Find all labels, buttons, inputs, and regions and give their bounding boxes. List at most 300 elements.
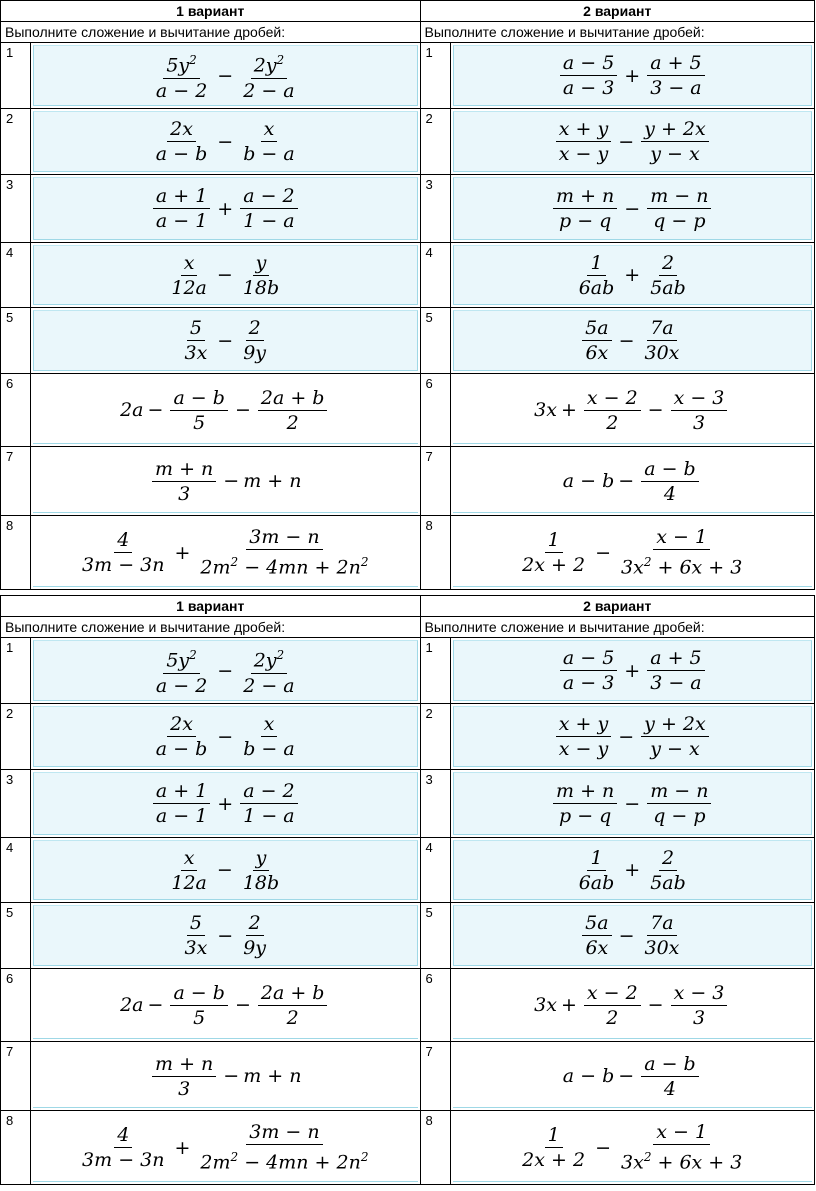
task-number: 7	[1, 1042, 31, 1111]
operator: −	[234, 399, 251, 421]
fraction	[671, 981, 728, 1030]
denominator: 2	[286, 1006, 299, 1029]
fraction	[240, 911, 269, 960]
operator: +	[217, 197, 234, 220]
term: a − b	[562, 1065, 615, 1087]
numerator: 2x	[167, 117, 196, 142]
denominator: 4	[663, 1077, 677, 1100]
math-expression	[451, 175, 814, 242]
fraction	[553, 184, 617, 233]
operator: +	[217, 792, 234, 815]
math-expression	[31, 516, 419, 589]
fraction	[168, 846, 210, 895]
numerator: a + 1	[153, 184, 210, 209]
fraction	[240, 712, 298, 761]
denominator: 18b	[242, 871, 280, 894]
operator: +	[560, 399, 577, 421]
numerator: x − 2	[584, 981, 641, 1006]
operator: −	[618, 1065, 635, 1087]
operator: −	[147, 994, 164, 1016]
denominator: q − p	[653, 805, 706, 827]
fraction	[240, 316, 269, 365]
math-expression	[31, 903, 419, 968]
denominator: 3x	[184, 342, 208, 364]
task-cell	[31, 969, 420, 1042]
numerator: 4	[114, 1123, 132, 1148]
operator: −	[217, 924, 234, 947]
fraction	[582, 316, 611, 365]
denominator: 2	[606, 411, 619, 434]
task-row	[1, 638, 815, 704]
denominator: a − 3	[562, 77, 615, 99]
task-cell	[31, 638, 420, 704]
numerator: m + n	[553, 184, 617, 209]
math-expression	[31, 43, 419, 108]
numerator: 4	[114, 528, 132, 553]
task-cell	[31, 838, 420, 903]
task-row	[1, 109, 815, 175]
numerator: x	[181, 846, 198, 871]
math-expression	[451, 638, 814, 703]
task-row	[1, 374, 815, 447]
fraction	[647, 846, 689, 895]
fraction	[152, 1052, 216, 1101]
math-expression	[31, 243, 419, 307]
denominator: $2m^2 - 4mn + 2n^2$	[200, 555, 369, 579]
fraction	[647, 646, 704, 695]
math-expression	[31, 109, 419, 174]
numerator: 5	[187, 316, 205, 341]
denominator: a − 1	[155, 805, 208, 827]
variant-title: 1 вариант	[1, 596, 421, 617]
denominator: 3m − 3n	[82, 1149, 165, 1171]
task-number: 1	[1, 638, 31, 704]
denominator: y − x	[650, 143, 700, 165]
math-expression	[31, 308, 419, 373]
fraction	[647, 184, 711, 233]
operator: −	[234, 994, 251, 1016]
operator: −	[216, 264, 233, 286]
denominator: 2x + 2	[522, 1149, 586, 1171]
denominator: 9y	[243, 342, 267, 364]
task-number: 7	[1, 447, 31, 516]
numerator: a − b	[641, 457, 699, 482]
fraction	[641, 712, 709, 761]
task-number: 3	[420, 175, 450, 243]
numerator: $2y^2$	[251, 643, 287, 673]
denominator: 2 − a	[243, 674, 295, 697]
numerator: a − 5	[560, 51, 617, 76]
fraction	[519, 528, 588, 577]
task-cell	[31, 43, 420, 109]
numerator: x − 2	[584, 386, 641, 411]
fraction	[582, 911, 611, 960]
fraction	[168, 251, 210, 300]
task-number: 8	[420, 1111, 450, 1185]
operator: +	[624, 859, 641, 881]
numerator: 5a	[582, 316, 611, 341]
denominator: 6ab	[578, 276, 615, 299]
variant-title: 2 вариант	[420, 596, 815, 617]
numerator: 7a	[647, 316, 676, 341]
task-number: 7	[420, 447, 450, 516]
denominator: $3x^2 + 6x + 3$	[621, 555, 743, 579]
operator: −	[595, 541, 611, 564]
denominator: 2 − a	[243, 79, 295, 102]
numerator: $2y^2$	[251, 48, 287, 78]
fraction	[79, 1123, 167, 1172]
fraction	[170, 386, 228, 435]
task-row	[1, 447, 815, 516]
fraction	[618, 1120, 745, 1174]
task-cell	[31, 308, 420, 374]
fraction	[647, 779, 711, 828]
numerator: 2x	[167, 712, 196, 737]
math-expression	[451, 770, 814, 837]
operator: −	[217, 725, 234, 748]
task-row	[1, 175, 815, 243]
math-expression	[451, 243, 814, 307]
numerator: 3m − n	[246, 525, 322, 550]
operator: +	[560, 994, 577, 1016]
math-expression	[451, 903, 814, 968]
operator: −	[217, 329, 234, 352]
task-row	[1, 969, 815, 1042]
fraction	[197, 525, 371, 579]
numerator: x	[261, 117, 278, 142]
numerator: $5y^2$	[163, 48, 199, 78]
denominator: 12a	[171, 871, 207, 894]
denominator: 3 − a	[650, 672, 702, 694]
denominator: 3	[692, 1006, 706, 1029]
task-number: 6	[420, 969, 450, 1042]
numerator: a + 1	[153, 779, 210, 804]
task-number: 2	[1, 109, 31, 175]
variant-title: 2 вариант	[420, 1, 815, 22]
numerator: $5y^2$	[163, 643, 199, 673]
task-number: 8	[1, 516, 31, 590]
task-cell	[31, 770, 420, 838]
fraction	[240, 48, 297, 102]
numerator: a − 2	[240, 184, 297, 209]
task-cell	[450, 770, 814, 838]
math-expression	[31, 1111, 419, 1184]
task-number: 3	[1, 175, 31, 243]
operator: −	[624, 197, 641, 220]
task-number: 5	[1, 308, 31, 374]
numerator: x − 1	[653, 1120, 710, 1145]
fraction	[560, 646, 617, 695]
math-expression	[451, 969, 814, 1041]
numerator: 5	[187, 911, 205, 936]
denominator: x − y	[558, 143, 609, 165]
operator: −	[217, 64, 234, 87]
math-expression	[451, 1111, 814, 1184]
denominator: 3 − a	[650, 77, 702, 99]
fraction	[641, 117, 709, 166]
task-cell	[450, 704, 814, 770]
numerator: a − b	[170, 981, 228, 1006]
fraction	[671, 386, 728, 435]
operator: −	[647, 994, 664, 1016]
denominator: 6x	[585, 342, 609, 364]
math-expression	[31, 447, 419, 515]
numerator: 2	[246, 911, 264, 936]
denominator: b − a	[243, 143, 295, 165]
fraction	[153, 184, 210, 233]
fraction	[240, 846, 282, 895]
denominator: 3x	[184, 937, 208, 959]
denominator: a − 2	[155, 79, 208, 102]
task-number: 1	[420, 43, 450, 109]
task-cell	[450, 516, 814, 590]
denominator: p − q	[559, 210, 612, 232]
task-cell	[31, 175, 420, 243]
task-cell	[450, 109, 814, 175]
operator: −	[618, 924, 635, 947]
operator: −	[147, 399, 164, 421]
numerator: x + y	[556, 712, 611, 737]
operator: −	[217, 659, 234, 682]
exponent: 2	[189, 53, 197, 68]
math-expression	[451, 43, 814, 108]
fraction	[647, 251, 689, 300]
numerator: 1	[587, 251, 605, 276]
math-expression	[31, 175, 419, 242]
math-expression	[451, 374, 814, 446]
task-number: 6	[420, 374, 450, 447]
math-expression	[451, 109, 814, 174]
denominator: a − 1	[155, 210, 208, 232]
numerator: 5a	[582, 911, 611, 936]
exponent: 2	[230, 1150, 239, 1165]
task-number: 1	[1, 43, 31, 109]
operator: −	[595, 1136, 611, 1159]
numerator: x + y	[556, 117, 611, 142]
fraction	[153, 48, 210, 102]
task-row	[1, 838, 815, 903]
denominator: 6x	[585, 937, 609, 959]
task-row	[1, 770, 815, 838]
math-expression	[451, 704, 814, 769]
fraction	[181, 911, 210, 960]
denominator: 1 − a	[243, 805, 295, 827]
fraction	[618, 525, 745, 579]
exponent: 2	[276, 648, 285, 663]
task-cell	[450, 969, 814, 1042]
denominator: 3	[178, 482, 191, 505]
numerator: x − 3	[671, 981, 728, 1006]
denominator: 30x	[644, 937, 680, 959]
operator: +	[624, 64, 641, 87]
numerator: x − 3	[671, 386, 728, 411]
fraction	[240, 251, 282, 300]
term: a − b	[562, 470, 615, 492]
fraction	[576, 251, 618, 300]
numerator: x	[181, 251, 198, 276]
instruction-text: Выполните сложение и вычитание дробей:	[1, 22, 421, 43]
fraction	[553, 779, 617, 828]
numerator: y + 2x	[641, 117, 709, 142]
exponent: 2	[643, 555, 652, 570]
denominator: b − a	[243, 738, 295, 760]
numerator: y + 2x	[641, 712, 709, 737]
fraction	[153, 779, 210, 828]
task-row	[1, 903, 815, 969]
term: m + n	[243, 1065, 302, 1087]
denominator: 3	[692, 411, 706, 434]
denominator: a − b	[155, 143, 208, 165]
operator: −	[223, 470, 240, 492]
task-number: 4	[1, 838, 31, 903]
numerator: a − 2	[240, 779, 297, 804]
numerator: x − 1	[653, 525, 710, 550]
numerator: y	[253, 251, 270, 276]
instruction-text: Выполните сложение и вычитание дробей:	[1, 617, 421, 638]
math-expression	[31, 969, 419, 1041]
numerator: 1	[545, 1123, 563, 1148]
task-number: 3	[1, 770, 31, 838]
task-cell	[31, 516, 420, 590]
numerator: 1	[545, 528, 563, 553]
exponent: 2	[360, 1150, 369, 1165]
denominator: 5ab	[650, 276, 686, 299]
math-expression	[451, 516, 814, 589]
fraction	[152, 457, 216, 506]
numerator: a + 5	[647, 646, 704, 671]
task-cell	[31, 1042, 420, 1111]
task-number: 7	[420, 1042, 450, 1111]
fraction	[170, 981, 228, 1030]
fraction	[519, 1123, 588, 1172]
numerator: 2	[659, 846, 677, 871]
denominator: q − p	[653, 210, 706, 232]
math-expression	[451, 447, 814, 515]
denominator: 2x + 2	[522, 554, 586, 576]
task-number: 2	[420, 109, 450, 175]
operator: −	[647, 399, 664, 421]
task-cell	[450, 447, 814, 516]
task-cell	[31, 704, 420, 770]
task-number: 6	[1, 374, 31, 447]
task-cell	[450, 308, 814, 374]
operator: +	[174, 541, 191, 564]
fraction	[556, 712, 611, 761]
numerator: x	[261, 712, 278, 737]
term: 3x	[534, 399, 557, 421]
numerator: 7a	[647, 911, 676, 936]
task-cell	[31, 243, 420, 308]
task-cell	[31, 109, 420, 175]
fraction	[641, 1052, 699, 1101]
fraction	[153, 643, 210, 697]
denominator: a − b	[155, 738, 208, 760]
denominator: 5	[193, 1006, 206, 1029]
denominator: 30x	[644, 342, 680, 364]
numerator: a − 5	[560, 646, 617, 671]
operator: +	[624, 659, 641, 682]
numerator: m − n	[647, 779, 711, 804]
fraction	[240, 779, 297, 828]
task-cell	[450, 1042, 814, 1111]
operator: −	[624, 792, 641, 815]
denominator: 3m − 3n	[82, 554, 165, 576]
numerator: 2a + b	[258, 981, 328, 1006]
fraction	[576, 846, 618, 895]
numerator: m − n	[647, 184, 711, 209]
task-number: 5	[1, 903, 31, 969]
numerator: m + n	[152, 457, 216, 482]
math-expression	[451, 1042, 814, 1110]
math-expression	[31, 374, 419, 446]
task-cell	[450, 43, 814, 109]
fraction	[153, 117, 211, 166]
denominator: 6ab	[578, 871, 615, 894]
exponent: 2	[189, 648, 197, 663]
numerator: a + 5	[647, 51, 704, 76]
task-number: 2	[420, 704, 450, 770]
fraction	[258, 981, 328, 1030]
denominator: $3x^2 + 6x + 3$	[621, 1150, 743, 1174]
task-row	[1, 1111, 815, 1185]
exponent: 2	[230, 555, 239, 570]
task-row	[1, 43, 815, 109]
task-cell	[450, 638, 814, 704]
fraction	[641, 316, 682, 365]
term: 2a	[120, 399, 144, 421]
task-cell	[31, 447, 420, 516]
fraction	[560, 51, 617, 100]
fraction	[79, 528, 167, 577]
denominator: 2	[286, 411, 299, 434]
fraction	[647, 51, 704, 100]
fraction	[240, 643, 297, 697]
variant-title: 1 вариант	[1, 1, 421, 22]
task-cell	[450, 1111, 814, 1185]
operator: −	[223, 1065, 240, 1087]
task-cell	[31, 903, 420, 969]
task-number: 4	[420, 243, 450, 308]
fraction	[584, 386, 641, 435]
term: m + n	[243, 470, 302, 492]
exponent: 2	[360, 555, 369, 570]
denominator: $2m^2 - 4mn + 2n^2$	[200, 1150, 369, 1174]
fraction	[641, 457, 699, 506]
operator: +	[174, 1136, 191, 1159]
numerator: 3m − n	[246, 1120, 322, 1145]
task-row	[1, 1042, 815, 1111]
numerator: a − b	[170, 386, 228, 411]
denominator: y − x	[650, 738, 700, 760]
task-number: 5	[420, 903, 450, 969]
exponent: 2	[276, 53, 285, 68]
task-cell	[31, 1111, 420, 1185]
task-number: 2	[1, 704, 31, 770]
exercise-table	[0, 0, 815, 590]
math-expression	[451, 308, 814, 373]
operator: −	[618, 470, 635, 492]
denominator: 9y	[243, 937, 267, 959]
task-cell	[450, 374, 814, 447]
fraction	[240, 117, 298, 166]
task-cell	[31, 374, 420, 447]
operator: −	[618, 725, 635, 748]
denominator: x − y	[558, 738, 609, 760]
task-number: 1	[420, 638, 450, 704]
task-row	[1, 704, 815, 770]
denominator: 12a	[171, 276, 207, 299]
math-expression	[31, 1042, 419, 1110]
